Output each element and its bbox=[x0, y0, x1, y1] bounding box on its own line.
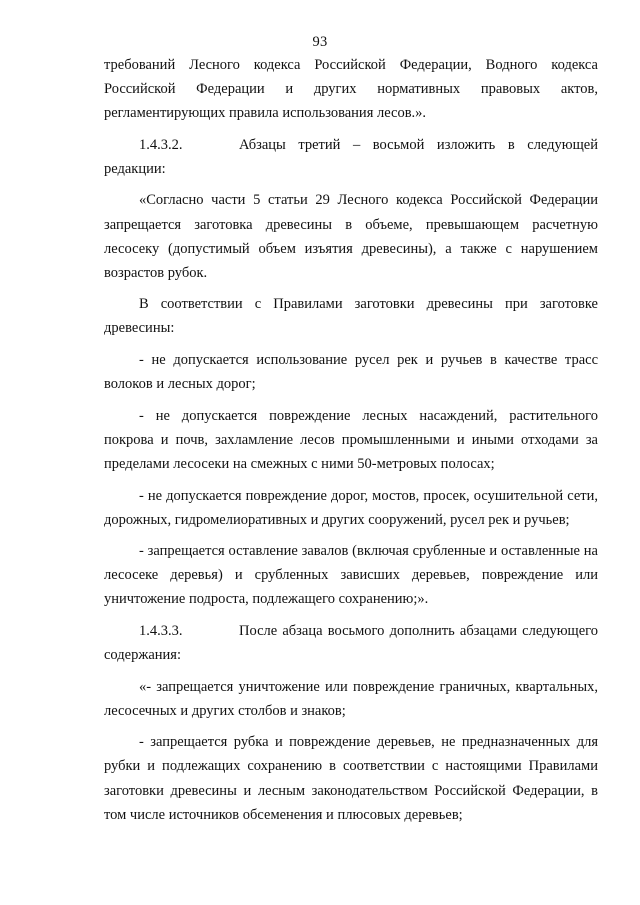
paragraph-continuation: требований Лесного кодекса Российской Федерации, Водного кодекса Российской Федерации и других нормативных правовых актов, регламентирующих правила использования лесов.». bbox=[104, 57, 598, 122]
document-body bbox=[104, 53, 598, 834]
item-text: После абзаца восьмого дополнить абзацами следующего содержания: bbox=[104, 622, 598, 664]
item-text: Абзацы третий – восьмой изложить в следующей редакции: bbox=[104, 136, 598, 177]
list-item: «- запрещается уничтожение или повреждение граничных, квартальных, лесосечных и других столбов и знаков; bbox=[104, 678, 598, 719]
paragraph-quote-start: «Согласно части 5 статьи 29 Лесного кодекса Российской Федерации запрещается заготовка древесины в объеме, превышающем расчетную лесосеку (допустимый объем изъятия древесины), а также с нарушением возрастов рубок. bbox=[104, 192, 598, 281]
list-item: - не допускается использование русел рек и ручьев в качестве трасс волоков и лесных дорог; bbox=[104, 352, 598, 393]
list-item: - не допускается повреждение дорог, мостов, просек, осушительной сети, дорожных, гидромелиоративных и других сооружений, русел рек и ручьев; bbox=[104, 487, 598, 528]
item-1-4-3-2 bbox=[104, 133, 598, 181]
item-1-4-3-3 bbox=[104, 619, 598, 667]
page-number: 93 bbox=[312, 34, 328, 50]
paragraph-rules: В соответствии с Правилами заготовки древесины при заготовке древесины: bbox=[104, 296, 598, 337]
item-number: 1.4.3.2. bbox=[139, 136, 183, 153]
list-item: - запрещается оставление завалов (включая срубленные и оставленные на лесосеке деревья) и срубленных зависших деревьев, повреждение или уничтожение подроста, подлежащего сохранению;». bbox=[104, 543, 598, 608]
list-item: - не допускается повреждение лесных насаждений, растительного покрова и почв, захламление лесов промышленными и иными отходами за пределами лесосеки на смежных с ними 50-метровых полосах; bbox=[104, 407, 598, 472]
list-item: - запрещается рубка и повреждение деревьев, не предназначенных для рубки и подлежащих сохранению в соответствии с настоящими Правилами заготовки древесины и лесным законодательством Российской Федерации, в том числе источников обсеменения и плюсовых деревьев; bbox=[104, 734, 598, 823]
item-number: 1.4.3.3. bbox=[139, 622, 183, 639]
